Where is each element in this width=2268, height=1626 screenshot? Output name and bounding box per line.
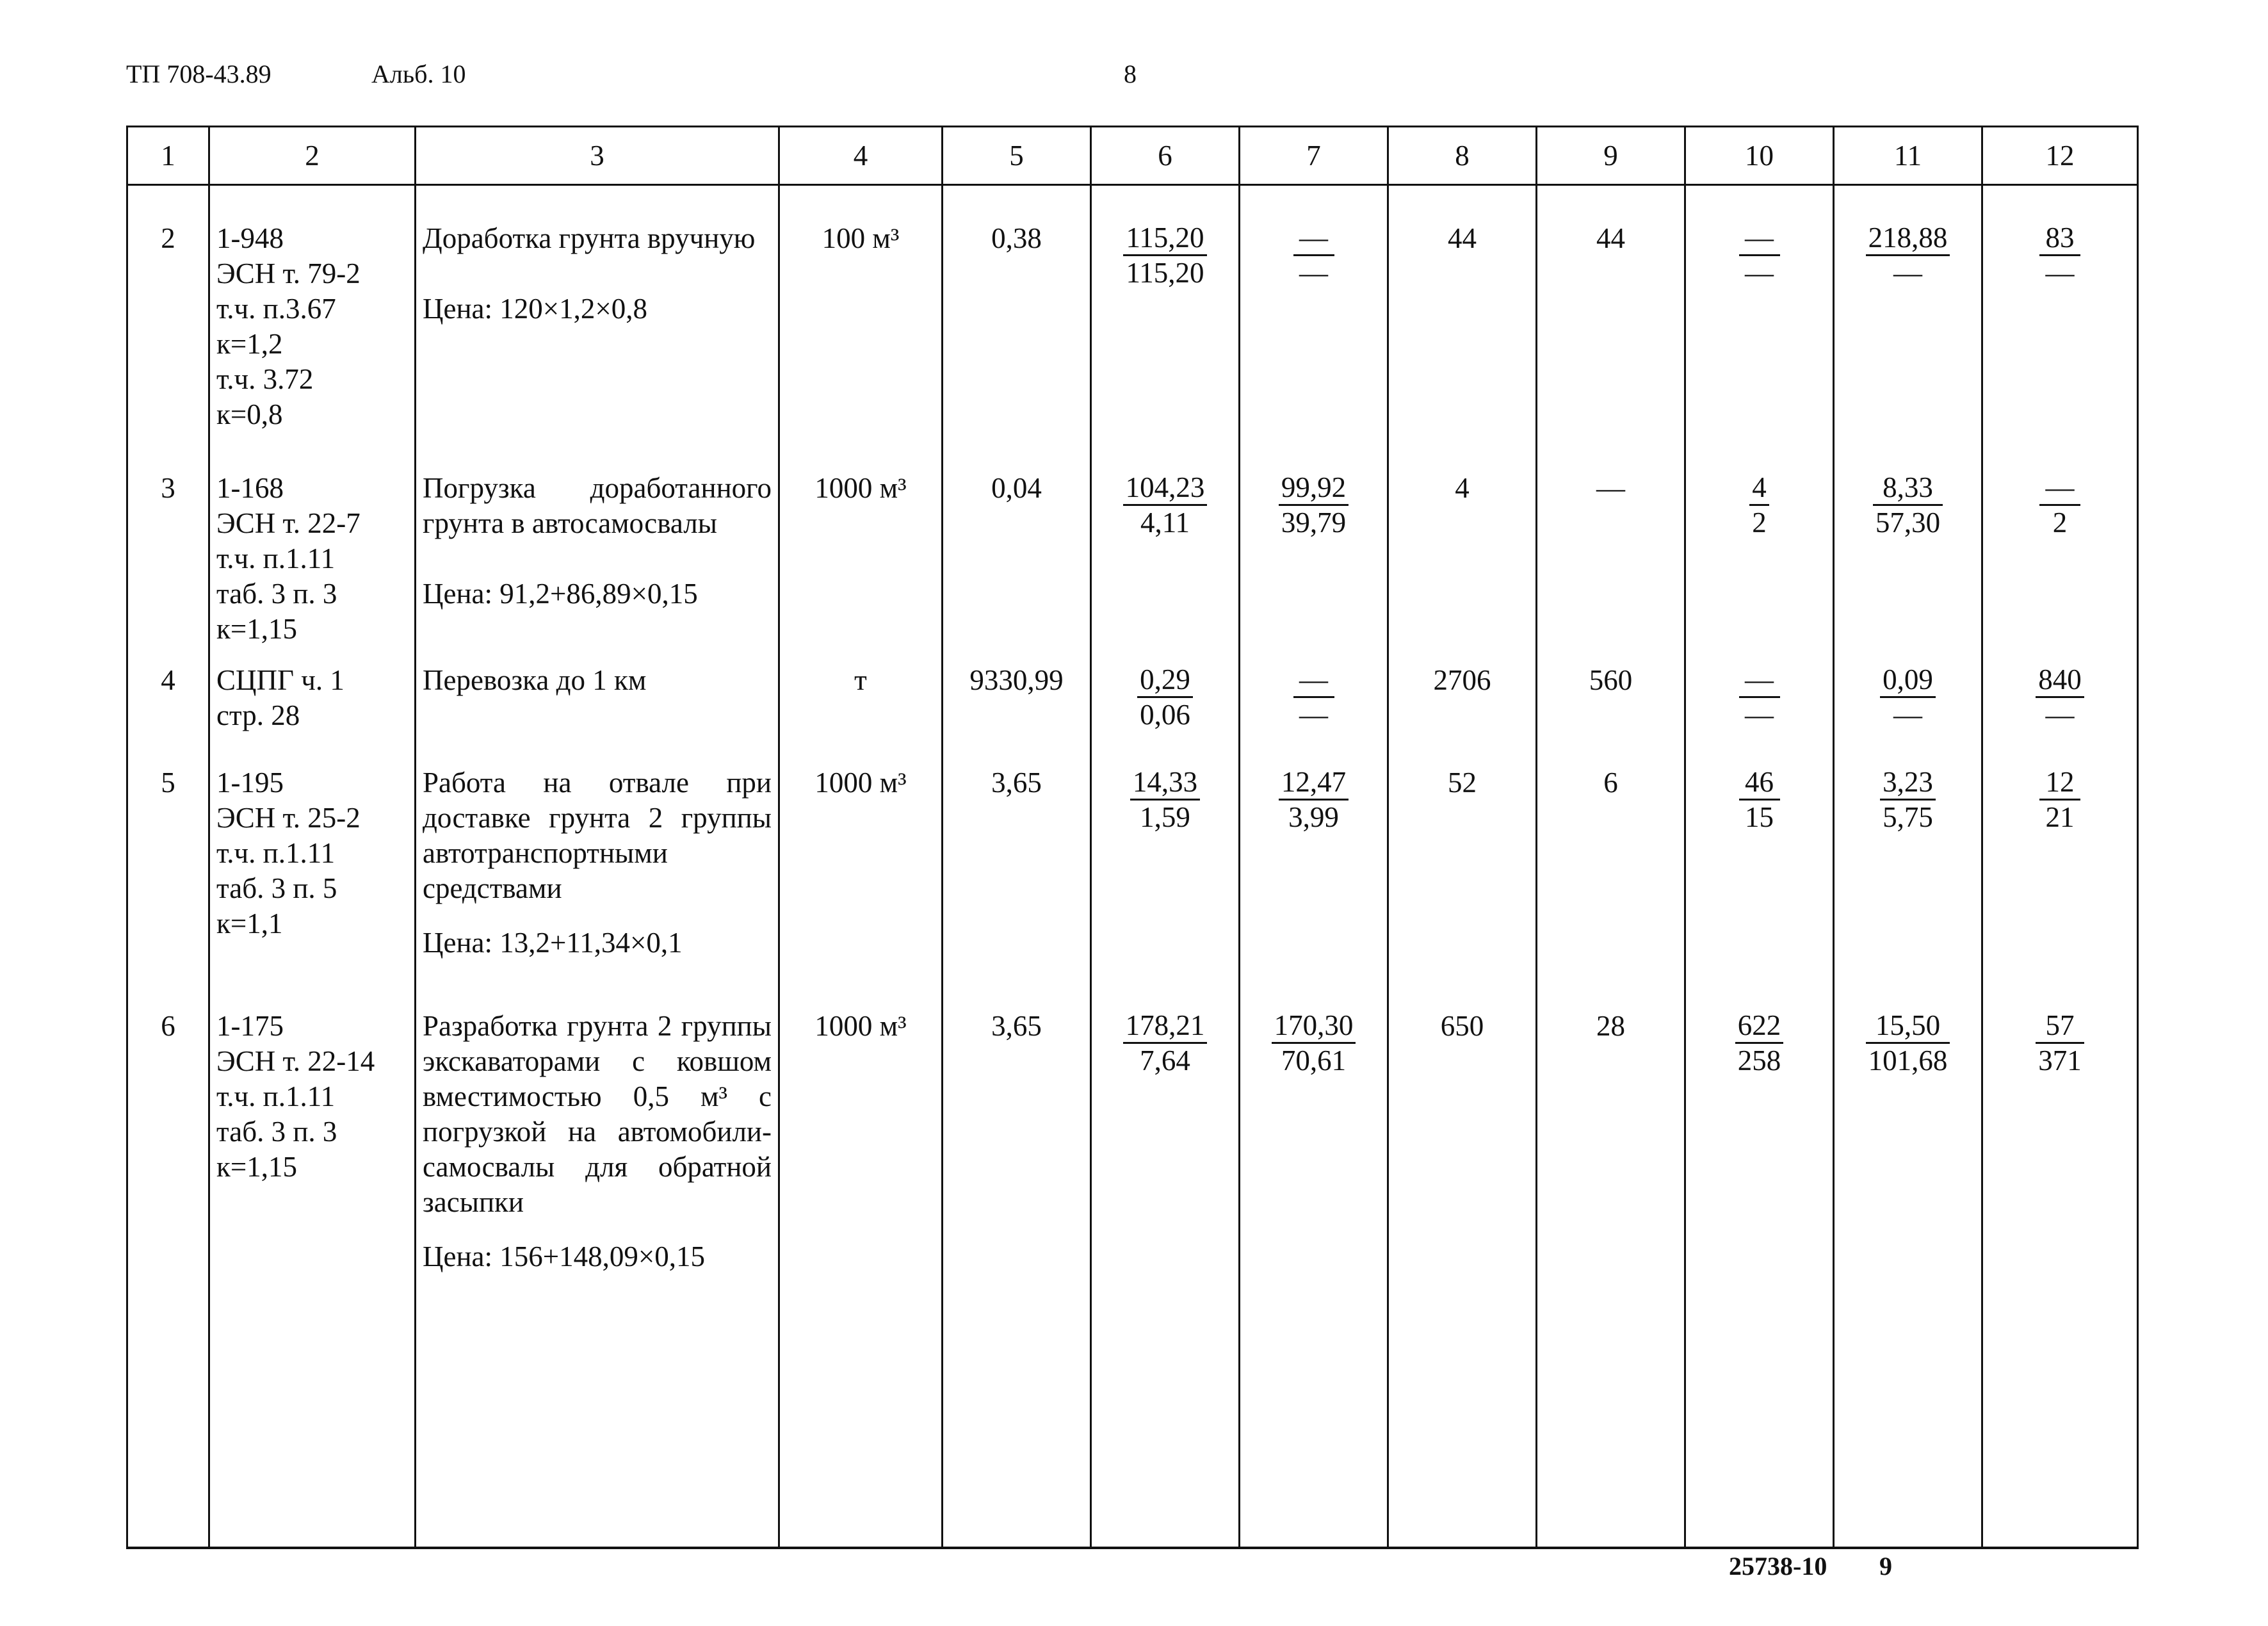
- numerator: 170,30: [1272, 1009, 1356, 1044]
- col-header: 9: [1537, 127, 1685, 185]
- fraction-value: [1873, 471, 1943, 539]
- work-description: Разработка грунта 2 группы экскаваторами с ковшом вместимостью 0,5 м³ с погрузкой на автомобили-самосвалы для обратной засыпки: [423, 1010, 772, 1218]
- ref-line: 1-195: [216, 767, 284, 799]
- numerator: 83: [2039, 221, 2080, 256]
- col-header: 8: [1388, 127, 1537, 185]
- quantity: 0,04: [991, 472, 1042, 504]
- fraction-value: [1866, 221, 1950, 289]
- ref-line: т.ч. п.1.11: [216, 837, 336, 869]
- fraction-value: [1123, 221, 1206, 289]
- numerator: —: [2039, 471, 2080, 506]
- denominator: 39,79: [1281, 507, 1347, 539]
- denominator: —: [1299, 699, 1328, 731]
- work-description: Погрузка доработанного грунта в автосамосвалы: [423, 472, 772, 539]
- col-header: 1: [127, 127, 209, 185]
- denominator: 57,30: [1875, 507, 1941, 539]
- numerator: 99,92: [1279, 471, 1349, 506]
- numerator: —: [1739, 221, 1780, 256]
- fraction-value: [1739, 221, 1780, 289]
- value: 44: [1448, 222, 1477, 254]
- numerator: —: [1739, 663, 1780, 698]
- numerator: 12,47: [1279, 765, 1349, 801]
- denominator: 7,64: [1140, 1045, 1190, 1077]
- ref-line: таб. 3 п. 3: [216, 578, 337, 610]
- numerator: 0,09: [1880, 663, 1936, 698]
- quantity: 3,65: [991, 767, 1042, 799]
- ref-line: т.ч. п.1.11: [216, 542, 336, 574]
- fraction-value: [1272, 1009, 1356, 1077]
- fraction-value: [2039, 471, 2080, 539]
- ref-line: таб. 3 п. 3: [216, 1116, 337, 1148]
- ref-line: 1-175: [216, 1010, 284, 1042]
- quantity: 9330,99: [969, 664, 1064, 696]
- work-description: Перевозка до 1 км: [423, 664, 647, 696]
- denominator: 3,99: [1288, 801, 1339, 833]
- table-row: [127, 996, 2138, 1548]
- denominator: 101,68: [1868, 1045, 1948, 1077]
- numerator: 8,33: [1873, 471, 1943, 506]
- fraction-value: [1749, 471, 1769, 539]
- denominator: 70,61: [1281, 1045, 1347, 1077]
- table-row: [127, 185, 2138, 436]
- col-header: 11: [1834, 127, 1982, 185]
- value: 52: [1448, 767, 1477, 799]
- numerator: —: [1293, 663, 1334, 698]
- table-row: [127, 435, 2138, 650]
- numerator: 0,29: [1137, 663, 1193, 698]
- fraction-value: [1739, 765, 1780, 834]
- ref-line: стр. 28: [216, 699, 300, 731]
- row-number: 5: [161, 767, 175, 799]
- ref-line: к=0,8: [216, 398, 283, 430]
- numerator: —: [1293, 221, 1334, 256]
- numerator: 57: [2036, 1009, 2084, 1044]
- ref-line: т.ч. п.3.67: [216, 293, 336, 325]
- row-number: 6: [161, 1010, 175, 1042]
- ref-line: 1-948: [216, 222, 284, 254]
- numerator: 622: [1735, 1009, 1784, 1044]
- fraction-value: [2036, 1009, 2084, 1077]
- ref-line: т.ч. п.1.11: [216, 1080, 336, 1112]
- fraction-value: [1735, 1009, 1784, 1077]
- ref-line: к=1,2: [216, 328, 283, 360]
- col-header: 2: [209, 127, 416, 185]
- numerator: 840: [2036, 663, 2084, 698]
- fraction-value: [2039, 765, 2080, 834]
- fraction-value: [1880, 663, 1936, 731]
- unit: 100 м³: [822, 222, 900, 254]
- value: 2706: [1433, 664, 1491, 696]
- price-formula: Цена: 91,2+86,89×0,15: [423, 578, 698, 610]
- denominator: 2: [1752, 507, 1767, 539]
- row-number: 2: [161, 222, 175, 254]
- column-number-row: [127, 127, 2138, 185]
- col-header: 12: [1982, 127, 2138, 185]
- ref-line: СЦПГ ч. 1: [216, 664, 344, 696]
- value: 6: [1603, 767, 1618, 799]
- value: —: [1596, 472, 1625, 504]
- numerator: 14,33: [1130, 765, 1200, 801]
- fraction-value: [1866, 1009, 1950, 1077]
- table-row: [127, 650, 2138, 752]
- denominator: —: [1745, 257, 1774, 289]
- denominator: 2: [2052, 507, 2068, 539]
- fraction-value: [1880, 765, 1936, 834]
- quantity: 0,38: [991, 222, 1042, 254]
- denominator: 258: [1737, 1045, 1781, 1077]
- numerator: 178,21: [1123, 1009, 1208, 1044]
- ref-line: ЭСН т. 79-2: [216, 257, 360, 289]
- denominator: —: [2045, 699, 2075, 731]
- value: 4: [1455, 472, 1470, 504]
- ref-line: ЭСН т. 22-14: [216, 1045, 375, 1077]
- fraction-value: [1130, 765, 1200, 834]
- doc-code: ТП 708-43.89: [126, 60, 271, 88]
- unit: т: [854, 664, 867, 696]
- doc-number: 25738-10: [1729, 1552, 1827, 1581]
- price-formula: Цена: 120×1,2×0,8: [423, 293, 648, 325]
- numerator: 3,23: [1880, 765, 1936, 801]
- estimate-table: [126, 126, 2139, 1549]
- col-header: 10: [1685, 127, 1834, 185]
- fraction-value: [1293, 663, 1334, 731]
- fraction-value: [1123, 471, 1208, 539]
- numerator: 4: [1749, 471, 1769, 506]
- denominator: 5,75: [1883, 801, 1933, 833]
- fraction-value: [1279, 765, 1349, 834]
- fraction-value: [1279, 471, 1349, 539]
- row-number: 3: [161, 472, 175, 504]
- fraction-value: [1293, 221, 1334, 289]
- fraction-value: [1739, 663, 1780, 731]
- price-formula: Цена: 156+148,09×0,15: [423, 1240, 706, 1272]
- denominator: 0,06: [1140, 699, 1190, 731]
- fraction-value: [1123, 1009, 1208, 1077]
- unit: 1000 м³: [814, 1010, 907, 1042]
- ref-line: 1-168: [216, 472, 284, 504]
- col-header: 7: [1240, 127, 1388, 185]
- ref-line: т.ч. 3.72: [216, 363, 314, 395]
- denominator: —: [1299, 257, 1328, 289]
- col-header: 3: [416, 127, 779, 185]
- denominator: 1,59: [1140, 801, 1190, 833]
- denominator: —: [2045, 257, 2075, 289]
- numerator: 115,20: [1123, 221, 1206, 256]
- ref-line: ЭСН т. 25-2: [216, 802, 360, 834]
- denominator: 15: [1745, 801, 1774, 833]
- price-formula: Цена: 13,2+11,34×0,1: [423, 927, 683, 959]
- denominator: 21: [2045, 801, 2075, 833]
- ref-line: таб. 3 п. 5: [216, 872, 337, 904]
- ref-line: к=1,15: [216, 613, 297, 645]
- numerator: 104,23: [1123, 471, 1208, 506]
- col-header: 6: [1091, 127, 1240, 185]
- row-number: 4: [161, 664, 175, 696]
- work-description: Работа на отвале при доставке грунта 2 группы автотранспортными средствами: [423, 767, 772, 904]
- unit: 1000 м³: [814, 472, 907, 504]
- denominator: —: [1745, 699, 1774, 731]
- value: 28: [1596, 1010, 1625, 1042]
- work-description: Доработка грунта вручную: [423, 222, 756, 254]
- denominator: 115,20: [1126, 257, 1204, 289]
- table-row: [127, 752, 2138, 996]
- sheet-number: 9: [1879, 1552, 1892, 1581]
- denominator: —: [1893, 257, 1922, 289]
- album-label: Альб. 10: [371, 60, 466, 88]
- page-number: 8: [1124, 60, 1137, 88]
- numerator: 46: [1739, 765, 1780, 801]
- fraction-value: [2036, 663, 2084, 731]
- value: 44: [1596, 222, 1625, 254]
- denominator: 4,11: [1140, 507, 1190, 539]
- value: 650: [1440, 1010, 1484, 1042]
- fraction-value: [1137, 663, 1193, 731]
- ref-line: к=1,15: [216, 1151, 297, 1183]
- ref-line: ЭСН т. 22-7: [216, 507, 360, 539]
- col-header: 4: [779, 127, 943, 185]
- col-header: 5: [943, 127, 1091, 185]
- value: 560: [1589, 664, 1633, 696]
- fraction-value: [2039, 221, 2080, 289]
- quantity: 3,65: [991, 1010, 1042, 1042]
- unit: 1000 м³: [814, 767, 907, 799]
- denominator: —: [1893, 699, 1922, 731]
- numerator: 218,88: [1866, 221, 1950, 256]
- denominator: 371: [2038, 1045, 2082, 1077]
- numerator: 15,50: [1866, 1009, 1950, 1044]
- numerator: 12: [2039, 765, 2080, 801]
- ref-line: к=1,1: [216, 907, 283, 939]
